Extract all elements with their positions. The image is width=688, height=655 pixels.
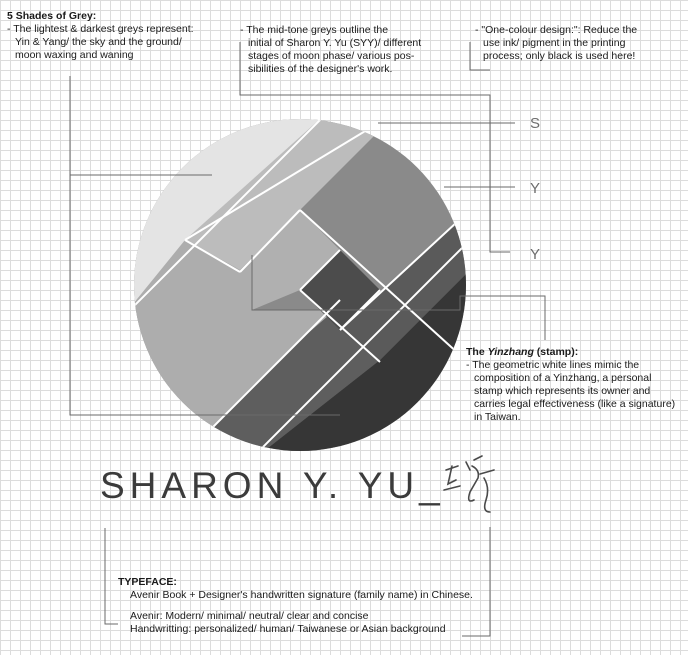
note-stamp-line: - The geometric white lines mimic the: [466, 359, 640, 371]
handwritten-signature: [444, 456, 494, 512]
note-midtones: [240, 24, 440, 76]
stamp-title-suffix: (stamp):: [533, 346, 579, 358]
initial-y-first: Y: [530, 180, 541, 197]
note-shades-line: - The lightest & darkest greys represent:: [7, 23, 194, 35]
note-stamp-title: [466, 346, 681, 359]
note-typeface-line: Avenir: Modern/ minimal/ neutral/ clear and concise: [130, 610, 369, 622]
note-shades-line: moon waxing and waning: [15, 49, 134, 61]
note-typeface-title: TYPEFACE:: [118, 576, 177, 588]
note-one-colour-line: - "One-colour design:": Reduce the: [475, 24, 638, 36]
note-stamp-line: stamp which represents its owner and: [474, 385, 651, 397]
note-midtones-line: initial of Sharon Y. Yu (SYY)/ different: [248, 37, 422, 49]
note-stamp-line: composition of a Yinzhang, a personal: [474, 372, 652, 384]
note-midtones-line: - The mid-tone greys outline the: [240, 24, 389, 36]
note-typeface-line: Avenir Book + Designer's handwritten signature (family name) in Chinese.: [130, 589, 473, 601]
moon-logo: [120, 110, 480, 470]
note-shades-of-grey: [7, 10, 237, 62]
note-stamp-line: carries legal effectiveness (like a signature): [474, 398, 676, 410]
note-midtones-line: sibilities of the designer's work.: [248, 63, 393, 75]
initial-y-second: Y: [530, 246, 541, 263]
initial-s: S: [530, 115, 541, 132]
note-one-colour: [475, 24, 655, 63]
note-shades-title: 5 Shades of Grey:: [7, 10, 97, 22]
stamp-title-prefix: The: [466, 346, 488, 358]
note-yinzhang-stamp: [466, 346, 681, 424]
note-midtones-line: stages of moon phase/ various pos-: [248, 50, 415, 62]
note-stamp-line: in Taiwan.: [474, 411, 521, 423]
note-typeface-line: Handwritting: personalized/ human/ Taiwanese or Asian background: [130, 623, 446, 635]
stamp-title-italic: Yinzhang: [487, 346, 534, 358]
note-shades-line: Yin & Yang/ the sky and the ground/: [15, 36, 182, 48]
note-typeface: [118, 576, 518, 636]
wordmark: SHARON Y. YU_: [100, 465, 445, 506]
note-one-colour-line: use ink/ pigment in the printing: [483, 37, 626, 49]
note-one-colour-line: process; only black is used here!: [483, 50, 636, 62]
